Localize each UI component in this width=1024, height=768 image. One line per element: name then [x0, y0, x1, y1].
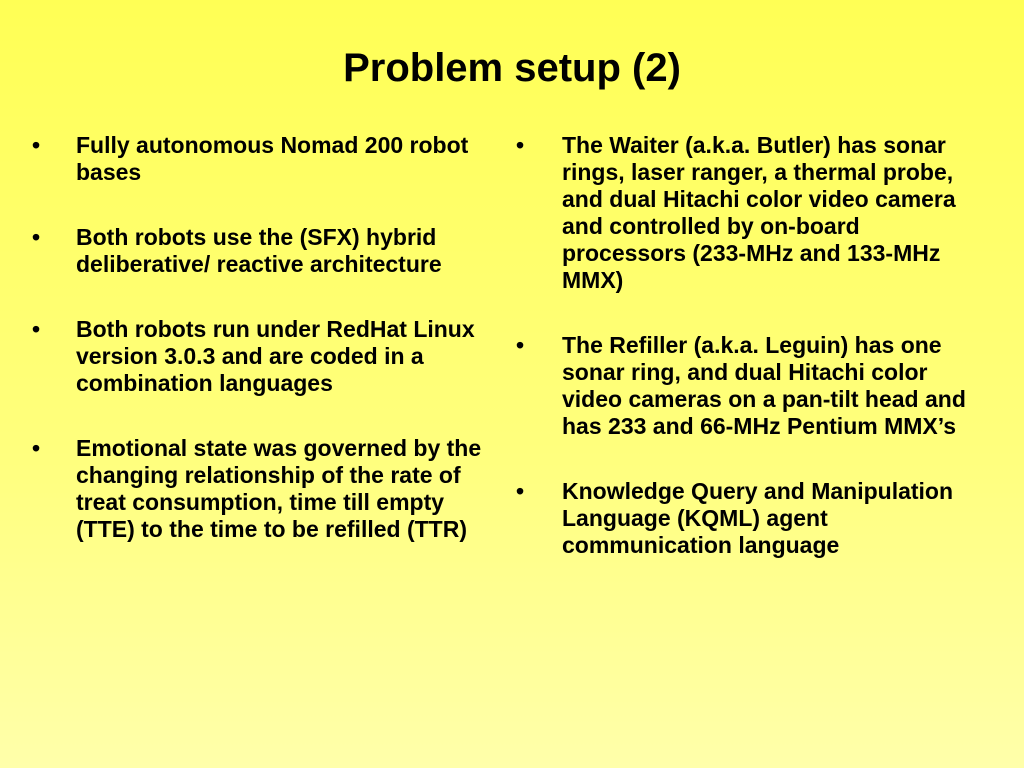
bullet-text: Fully autonomous Nomad 200 robot bases — [76, 132, 469, 185]
bullet-text: The Waiter (a.k.a. Butler) has sonar rings, laser ranger, a thermal probe, and dual Hitachi color video camera and controlled by on-board processors (233-MHz and 133-MHz MMX) — [562, 132, 956, 293]
bullet-text: Emotional state was governed by the changing relationship of the rate of treat consumption, time till empty (TTE) to the time to be refilled (TTR) — [76, 435, 482, 542]
bullet-dot-icon: • — [32, 132, 41, 158]
bullet-item — [30, 132, 500, 186]
bullet-dot-icon: • — [516, 478, 525, 504]
bullet-item — [30, 316, 500, 397]
bullet-item — [30, 224, 500, 278]
bullet-item — [516, 132, 986, 294]
bullet-text: The Refiller (a.k.a. Leguin) has one sonar ring, and dual Hitachi color video cameras on a pan-tilt head and has 233 and 66-MHz Pentium MMX’s — [562, 332, 966, 439]
right-bullet-list — [516, 132, 986, 597]
bullet-text: Both robots run under RedHat Linux version 3.0.3 and are coded in a combination languages — [76, 316, 475, 396]
bullet-dot-icon: • — [516, 332, 525, 358]
bullet-text: Knowledge Query and Manipulation Language (KQML) agent communication language — [562, 478, 954, 558]
bullet-item — [516, 478, 986, 559]
bullet-text: Both robots use the (SFX) hybrid deliberative/ reactive architecture — [76, 224, 442, 277]
bullet-dot-icon: • — [32, 435, 41, 461]
left-bullet-list — [30, 132, 500, 581]
bullet-dot-icon: • — [32, 316, 41, 342]
bullet-item — [30, 435, 500, 543]
slide-title: Problem setup (2) — [343, 46, 681, 90]
bullet-dot-icon: • — [32, 224, 41, 250]
bullet-item — [516, 332, 986, 440]
bullet-dot-icon: • — [516, 132, 525, 158]
